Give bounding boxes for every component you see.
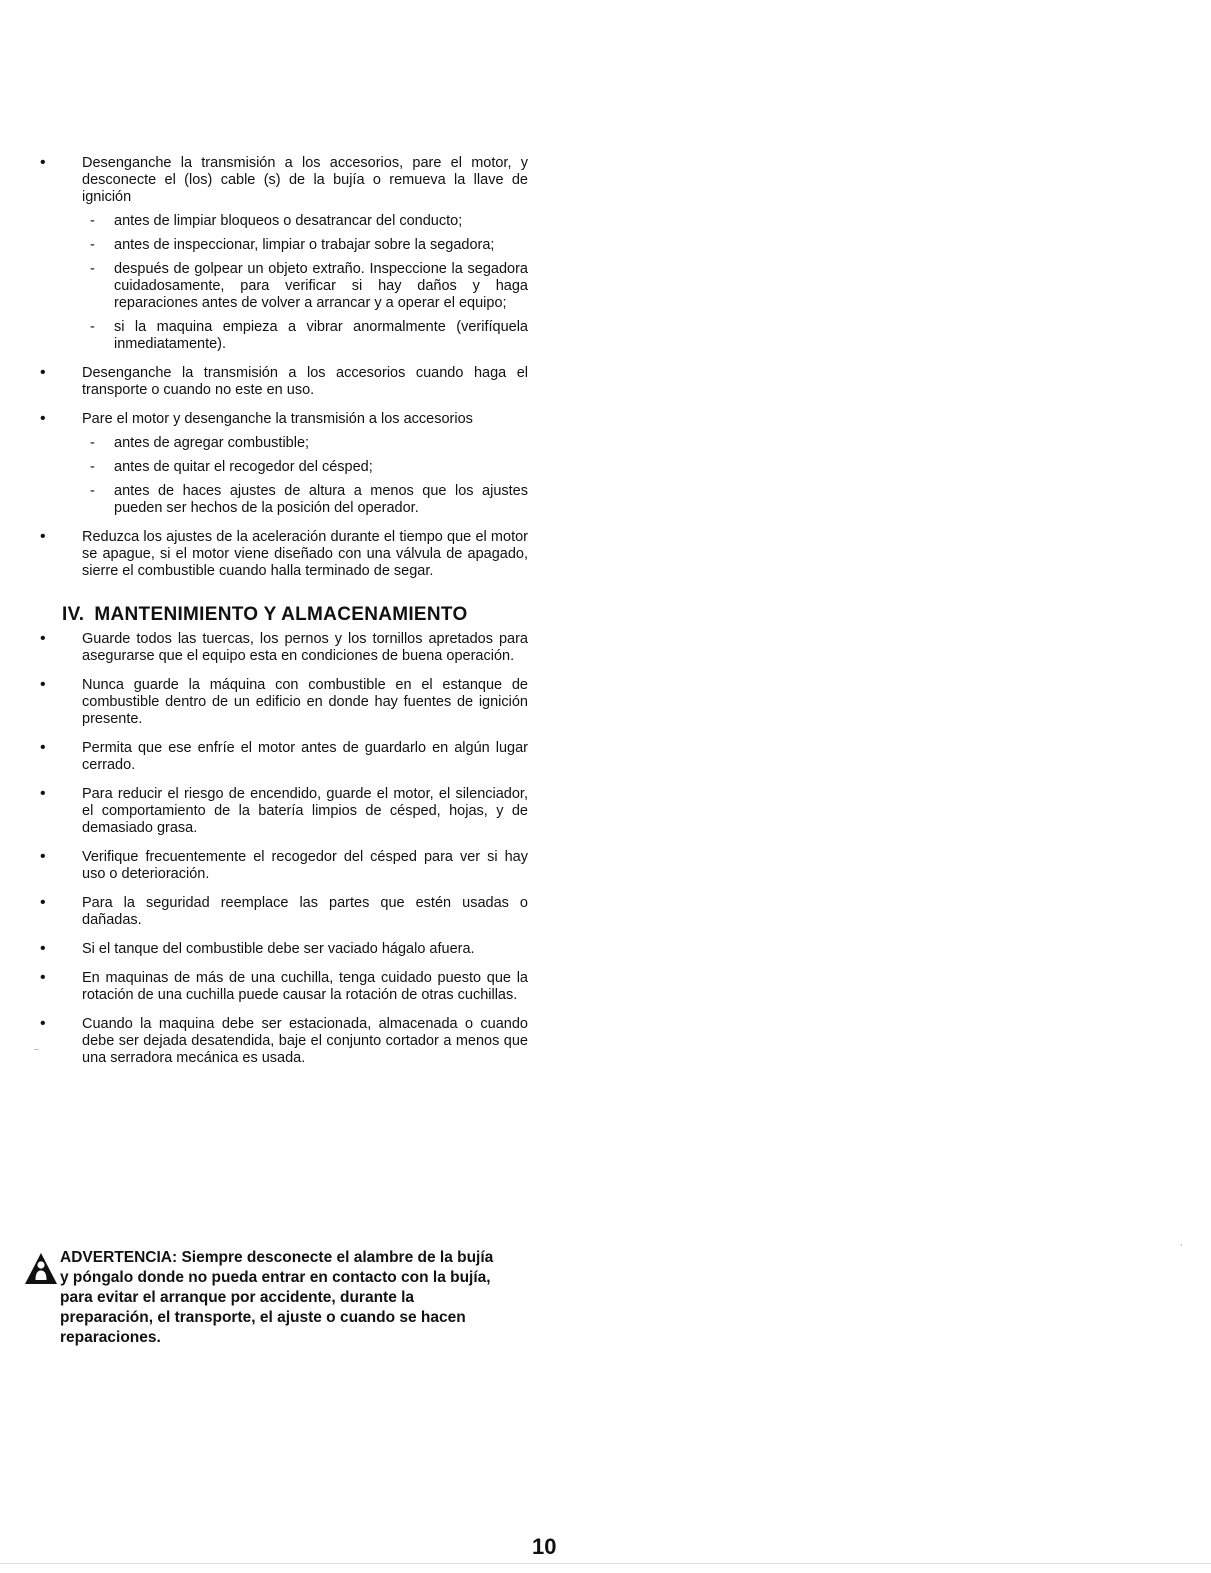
- bullet-dot: •: [40, 630, 46, 647]
- sub-item-text: después de golpear un objeto extraño. Inspeccione la segadora cuidadosamente, para verificar si hay daños y haga reparaciones antes de volver a arrancar y a operar el equipo;: [114, 261, 528, 311]
- bullet-text: Para reducir el riesgo de encendido, guarde el motor, el silenciador, el comportamiento de la batería limpios de césped, hojas, y de demasiado grasa.: [82, 786, 528, 836]
- bullet-item: [38, 677, 528, 728]
- bullet-item: [38, 529, 528, 580]
- page-number: 10: [532, 1534, 557, 1559]
- dash-marker: -: [90, 261, 95, 277]
- bullet-text: Nunca guarde la máquina con combustible en el estanque de combustible dentro de un edificio en donde hay fuentes de ignición presente.: [82, 677, 528, 727]
- warning-triangle-icon: [24, 1252, 58, 1286]
- bullet-text: Permita que ese enfríe el motor antes de guardarlo en algún lugar cerrado.: [82, 740, 528, 773]
- sub-item-text: antes de quitar el recogedor del césped;: [114, 459, 373, 475]
- bullet-item: [38, 740, 528, 774]
- bullet-item: [38, 786, 528, 837]
- sub-item: [82, 319, 528, 353]
- dash-marker: -: [90, 459, 95, 475]
- sub-item-text: antes de limpiar bloqueos o desatrancar del conducto;: [114, 213, 463, 229]
- bullet-dot: •: [40, 940, 46, 957]
- bullet-text: Si el tanque del combustible debe ser vaciado hágalo afuera.: [82, 941, 475, 957]
- sub-item: [82, 435, 528, 452]
- bullet-item: [38, 631, 528, 665]
- bullet-item: [38, 941, 528, 958]
- bullet-dot: •: [40, 1015, 46, 1032]
- bullet-dot: •: [40, 785, 46, 802]
- section-heading: [62, 604, 528, 626]
- warning-label: ADVERTENCIA:: [60, 1249, 178, 1266]
- sub-item-text: antes de inspeccionar, limpiar o trabajar sobre la segadora;: [114, 237, 495, 253]
- bullet-text: Desenganche la transmisión a los accesorios cuando haga el transporte o cuando no este en uso.: [82, 365, 528, 398]
- bullet-dot: •: [40, 528, 46, 545]
- warning-text: Siempre desconecte el alambre de la bujía y póngalo donde no pueda entrar en contacto con la bujía, para evitar el arranque por accidente, durante la preparación, el transporte, el ajuste o cuando se hacen reparaciones.: [60, 1249, 494, 1346]
- bullet-text: Verifique frecuentemente el recogedor del césped para ver si hay uso o deterioración.: [82, 849, 528, 882]
- bullet-item: [38, 1016, 528, 1067]
- bullet-item: [38, 970, 528, 1004]
- scan-edge: [0, 1563, 1211, 1564]
- bullet-text: Guarde todos las tuercas, los pernos y los tornillos apretados para asegurarse que el equipo esta en condiciones de buena operación.: [82, 631, 528, 664]
- sub-item-text: antes de agregar combustible;: [114, 435, 310, 451]
- bullet-text: Reduzca los ajustes de la aceleración durante el tiempo que el motor se apague, si el motor viene diseñado con una válvula de apagado, sierre el combustible cuando halla terminado de segar.: [82, 529, 528, 579]
- bullet-dot: •: [40, 154, 46, 171]
- sub-item-text: antes de haces ajustes de altura a menos que los ajustes pueden ser hechos de la posición del operador.: [114, 483, 528, 516]
- sub-item: [82, 237, 528, 254]
- section-number: IV.: [62, 604, 85, 625]
- content-column: [38, 155, 528, 1079]
- dash-marker: -: [90, 435, 95, 451]
- bullet-dot: •: [40, 739, 46, 756]
- sub-item: [82, 459, 528, 476]
- bullet-text: Para la seguridad reemplace las partes que estén usadas o dañadas.: [82, 895, 528, 928]
- sub-item: [82, 261, 528, 312]
- bullet-item: [38, 365, 528, 399]
- bullet-dot: •: [40, 364, 46, 381]
- bullet-text: Desenganche la transmisión a los accesorios, pare el motor, y desconecte el (los) cable (s) de la bujía o remueva la llave de ignición: [82, 155, 528, 205]
- bullet-text: Pare el motor y desenganche la transmisión a los accesorios: [82, 411, 473, 427]
- bullet-text: En maquinas de más de una cuchilla, tenga cuidado puesto que la rotación de una cuchilla puede causar la rotación de otras cuchillas.: [82, 970, 528, 1003]
- dash-marker: -: [90, 483, 95, 499]
- sub-list: [82, 435, 528, 517]
- warning-text-block: [24, 1248, 504, 1348]
- sub-item: [82, 483, 528, 517]
- warning-block: [24, 1248, 504, 1348]
- scan-mark: [1181, 1244, 1182, 1246]
- bullet-dot: •: [40, 848, 46, 865]
- bullet-text: Cuando la maquina debe ser estacionada, almacenada o cuando debe ser dejada desatendida, baje el conjunto cortador a menos que una serradora mecánica es usada.: [82, 1016, 528, 1066]
- bullet-dot: •: [40, 894, 46, 911]
- dash-marker: -: [90, 319, 95, 335]
- dash-marker: -: [90, 237, 95, 253]
- dash-marker: -: [90, 213, 95, 229]
- bullet-dot: •: [40, 969, 46, 986]
- bullet-dot: •: [40, 410, 46, 427]
- sub-item-text: si la maquina empieza a vibrar anormalmente (verifíquela inmediatamente).: [114, 319, 528, 352]
- sub-item: [82, 213, 528, 230]
- bullet-item: [38, 155, 528, 353]
- bullet-item: [38, 849, 528, 883]
- bullet-dot: •: [40, 676, 46, 693]
- bullet-item: [38, 895, 528, 929]
- sub-list: [82, 213, 528, 353]
- bullet-item: [38, 411, 528, 517]
- section-title: MANTENIMIENTO Y ALMACENAMIENTO: [94, 604, 468, 625]
- scan-mark: [34, 1049, 39, 1050]
